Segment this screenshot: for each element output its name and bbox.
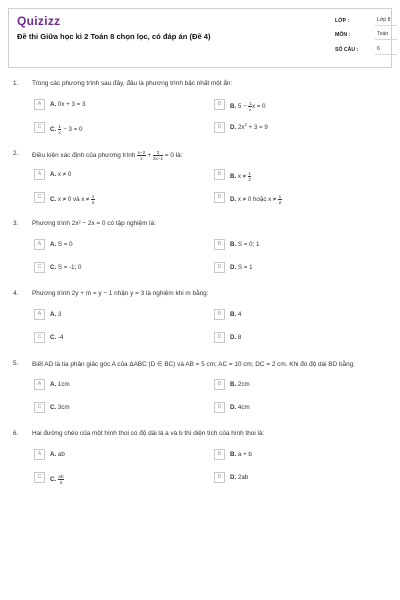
fraction xyxy=(248,171,252,182)
option-key: C. xyxy=(50,404,57,411)
question-text: Hai đường chéo của một hình thoi có độ dài là a và b thì diện tích của hình thoi là: xyxy=(32,430,265,437)
fraction-numerator: 3 xyxy=(153,150,163,156)
option-text: D. x ≠ 0 hoặc x ≠ $\frac{1}{2}$ xyxy=(230,194,282,205)
option-text: C. 3cm xyxy=(50,404,70,411)
meta-label: LỚP : xyxy=(335,18,350,24)
option-letter-box: C xyxy=(34,402,45,413)
meta-value: 6 xyxy=(375,44,397,55)
meta-label: MÔN : xyxy=(335,32,351,38)
option-text: D. 4cm xyxy=(230,404,250,411)
option-key: C. xyxy=(50,334,57,341)
question-number: 1. xyxy=(13,80,19,87)
fraction xyxy=(58,474,64,485)
question-text: Phương trình 2x² − 2x = 0 có tập nghiệm là: xyxy=(32,220,156,227)
option-key: B. xyxy=(230,451,237,458)
fraction xyxy=(58,124,62,135)
option-letter-box: D xyxy=(214,472,225,483)
option-key: A. xyxy=(50,381,57,388)
option-text: D. 8 xyxy=(230,334,242,341)
option-text: C. x ≠ 0 và x ≠ $\frac{1}{2}$ xyxy=(50,194,95,205)
fraction-numerator: ab xyxy=(58,474,64,479)
option-letter-box: C xyxy=(34,332,45,343)
option-key: B. xyxy=(230,311,237,318)
option-text: B. S = 0; 1 xyxy=(230,241,260,248)
option-letter-box: D xyxy=(214,122,225,133)
option-text: A. 3 xyxy=(50,311,62,318)
fraction-numerator: 1 xyxy=(248,101,252,106)
option-letter-box: D xyxy=(214,192,225,203)
meta-value: Toán xyxy=(375,29,397,40)
option-key: D. xyxy=(230,474,237,481)
option-key: D. xyxy=(230,404,237,411)
fraction-numerator: 1 xyxy=(248,171,251,176)
question-text: Điều kiện xác định của phương trình $\frac{x-2}{x}$ + $\frac{3}{2x-1}$ = 0 là: xyxy=(32,150,183,161)
option-letter-box: C xyxy=(34,122,45,133)
question-number: 4. xyxy=(13,290,19,297)
option-text: B. 5 − $\frac{1}{x}$ x = 0 xyxy=(230,101,266,112)
meta-row-subject xyxy=(335,29,397,41)
option-letter-box: B xyxy=(214,99,225,110)
option-text: D. 2ab xyxy=(230,474,249,481)
option-text: A. x ≠ 0 xyxy=(50,171,72,178)
option-key: C. xyxy=(50,264,57,271)
option-key: A. xyxy=(50,171,57,178)
option-letter-box: A xyxy=(34,99,45,110)
option-text: A. ab xyxy=(50,451,65,458)
option-text: C. $\frac{1}{x}$ − 3 = 0 xyxy=(50,124,83,135)
option-text: A. 0x + 3 = 3 xyxy=(50,101,86,108)
fraction-numerator: 1 xyxy=(58,124,61,129)
question-number: 5. xyxy=(13,360,19,367)
fraction-numerator: x−2 xyxy=(137,150,146,155)
worksheet-header xyxy=(8,8,392,68)
option-key: C. xyxy=(50,196,57,204)
fraction xyxy=(137,150,146,161)
fraction-denominator: x xyxy=(140,156,143,161)
option-key: D. xyxy=(230,196,237,204)
option-key: A. xyxy=(50,311,57,318)
fraction-denominator: 2 xyxy=(59,480,63,485)
question-text: Trong các phương trình sau đây, đâu là phương trình bậc nhất một ẩn: xyxy=(32,80,233,87)
option-key: B. xyxy=(230,381,237,388)
option-key: B. xyxy=(230,173,237,181)
option-letter-box: D xyxy=(214,262,225,273)
option-text: C. S = -1; 0 xyxy=(50,264,82,271)
option-text: B. x ≠ $\frac{1}{2}$ xyxy=(230,171,251,182)
option-key: C. xyxy=(50,126,57,134)
option-text: D. S = 1 xyxy=(230,264,253,271)
option-key: A. xyxy=(50,241,57,248)
option-text xyxy=(50,474,64,485)
option-key: D. xyxy=(230,334,237,341)
option-key: B. xyxy=(230,241,237,248)
option-text: B. 2cm xyxy=(230,381,250,388)
fraction-denominator: 2x−1 xyxy=(152,156,164,161)
fraction xyxy=(278,194,282,205)
option-key: C. xyxy=(50,476,57,484)
option-letter-box: B xyxy=(214,309,225,320)
meta-label: SỐ CÂU : xyxy=(335,47,359,53)
option-letter-box: A xyxy=(34,309,45,320)
fraction-denominator: x xyxy=(249,107,252,112)
option-text: C. -4 xyxy=(50,334,64,341)
option-text: B. a + b xyxy=(230,451,252,458)
option-key: A. xyxy=(50,101,57,108)
option-letter-box: A xyxy=(34,169,45,180)
quizizz-logo: Quizizz xyxy=(17,14,61,28)
option-key: D. xyxy=(230,264,237,271)
option-letter-box: A xyxy=(34,239,45,250)
fraction xyxy=(248,101,252,112)
option-letter-box: C xyxy=(34,192,45,203)
fraction-denominator: 2 xyxy=(278,200,282,205)
fraction-denominator: 2 xyxy=(248,177,251,182)
fraction-denominator: x xyxy=(58,130,61,135)
meta-value: Lớp 8 xyxy=(375,15,397,26)
option-letter-box: B xyxy=(214,449,225,460)
option-text: A. S = 0 xyxy=(50,241,73,248)
option-text: D. $2x^2 + 3 = 9$ xyxy=(230,121,268,131)
option-letter-box: B xyxy=(214,169,225,180)
fraction-numerator: 1 xyxy=(278,194,282,199)
option-letter-box: A xyxy=(34,449,45,460)
option-key: D. xyxy=(230,124,237,131)
meta-row-count xyxy=(335,44,397,56)
fraction-denominator: 2 xyxy=(91,200,95,205)
option-letter-box: C xyxy=(34,472,45,483)
question-text: Biết AD là tia phân giác góc A của ΔABC (D ∈ BC) và AB = 5 cm; AC = 10 cm; DC = 2 cm. Khi đó độ dài BD bằng: xyxy=(32,361,355,368)
option-text: A. 1cm xyxy=(50,381,70,388)
question-number: 2. xyxy=(13,150,19,157)
option-letter-box: A xyxy=(34,379,45,390)
option-letter-box: D xyxy=(214,402,225,413)
exponent: 2 xyxy=(244,121,247,127)
option-letter-box: C xyxy=(34,262,45,273)
question-text: Phương trình 2y + m = y − 1 nhận y = 3 là nghiệm khi m bằng: xyxy=(32,290,209,297)
fraction-numerator: 1 xyxy=(91,194,95,199)
option-key: A. xyxy=(50,451,57,458)
question-number: 6. xyxy=(13,430,19,437)
option-letter-box: B xyxy=(214,379,225,390)
option-letter-box: B xyxy=(214,239,225,250)
option-key: B. xyxy=(230,103,237,111)
question-number: 3. xyxy=(13,220,19,227)
fraction xyxy=(91,194,95,205)
fraction xyxy=(153,150,163,161)
option-letter-box: D xyxy=(214,332,225,343)
meta-row-class xyxy=(335,15,397,27)
option-text: B. 4 xyxy=(230,311,242,318)
worksheet-title: Đề thi Giữa học kì 2 Toán 8 chọn lọc, có đáp án (Đề 4) xyxy=(17,32,211,41)
